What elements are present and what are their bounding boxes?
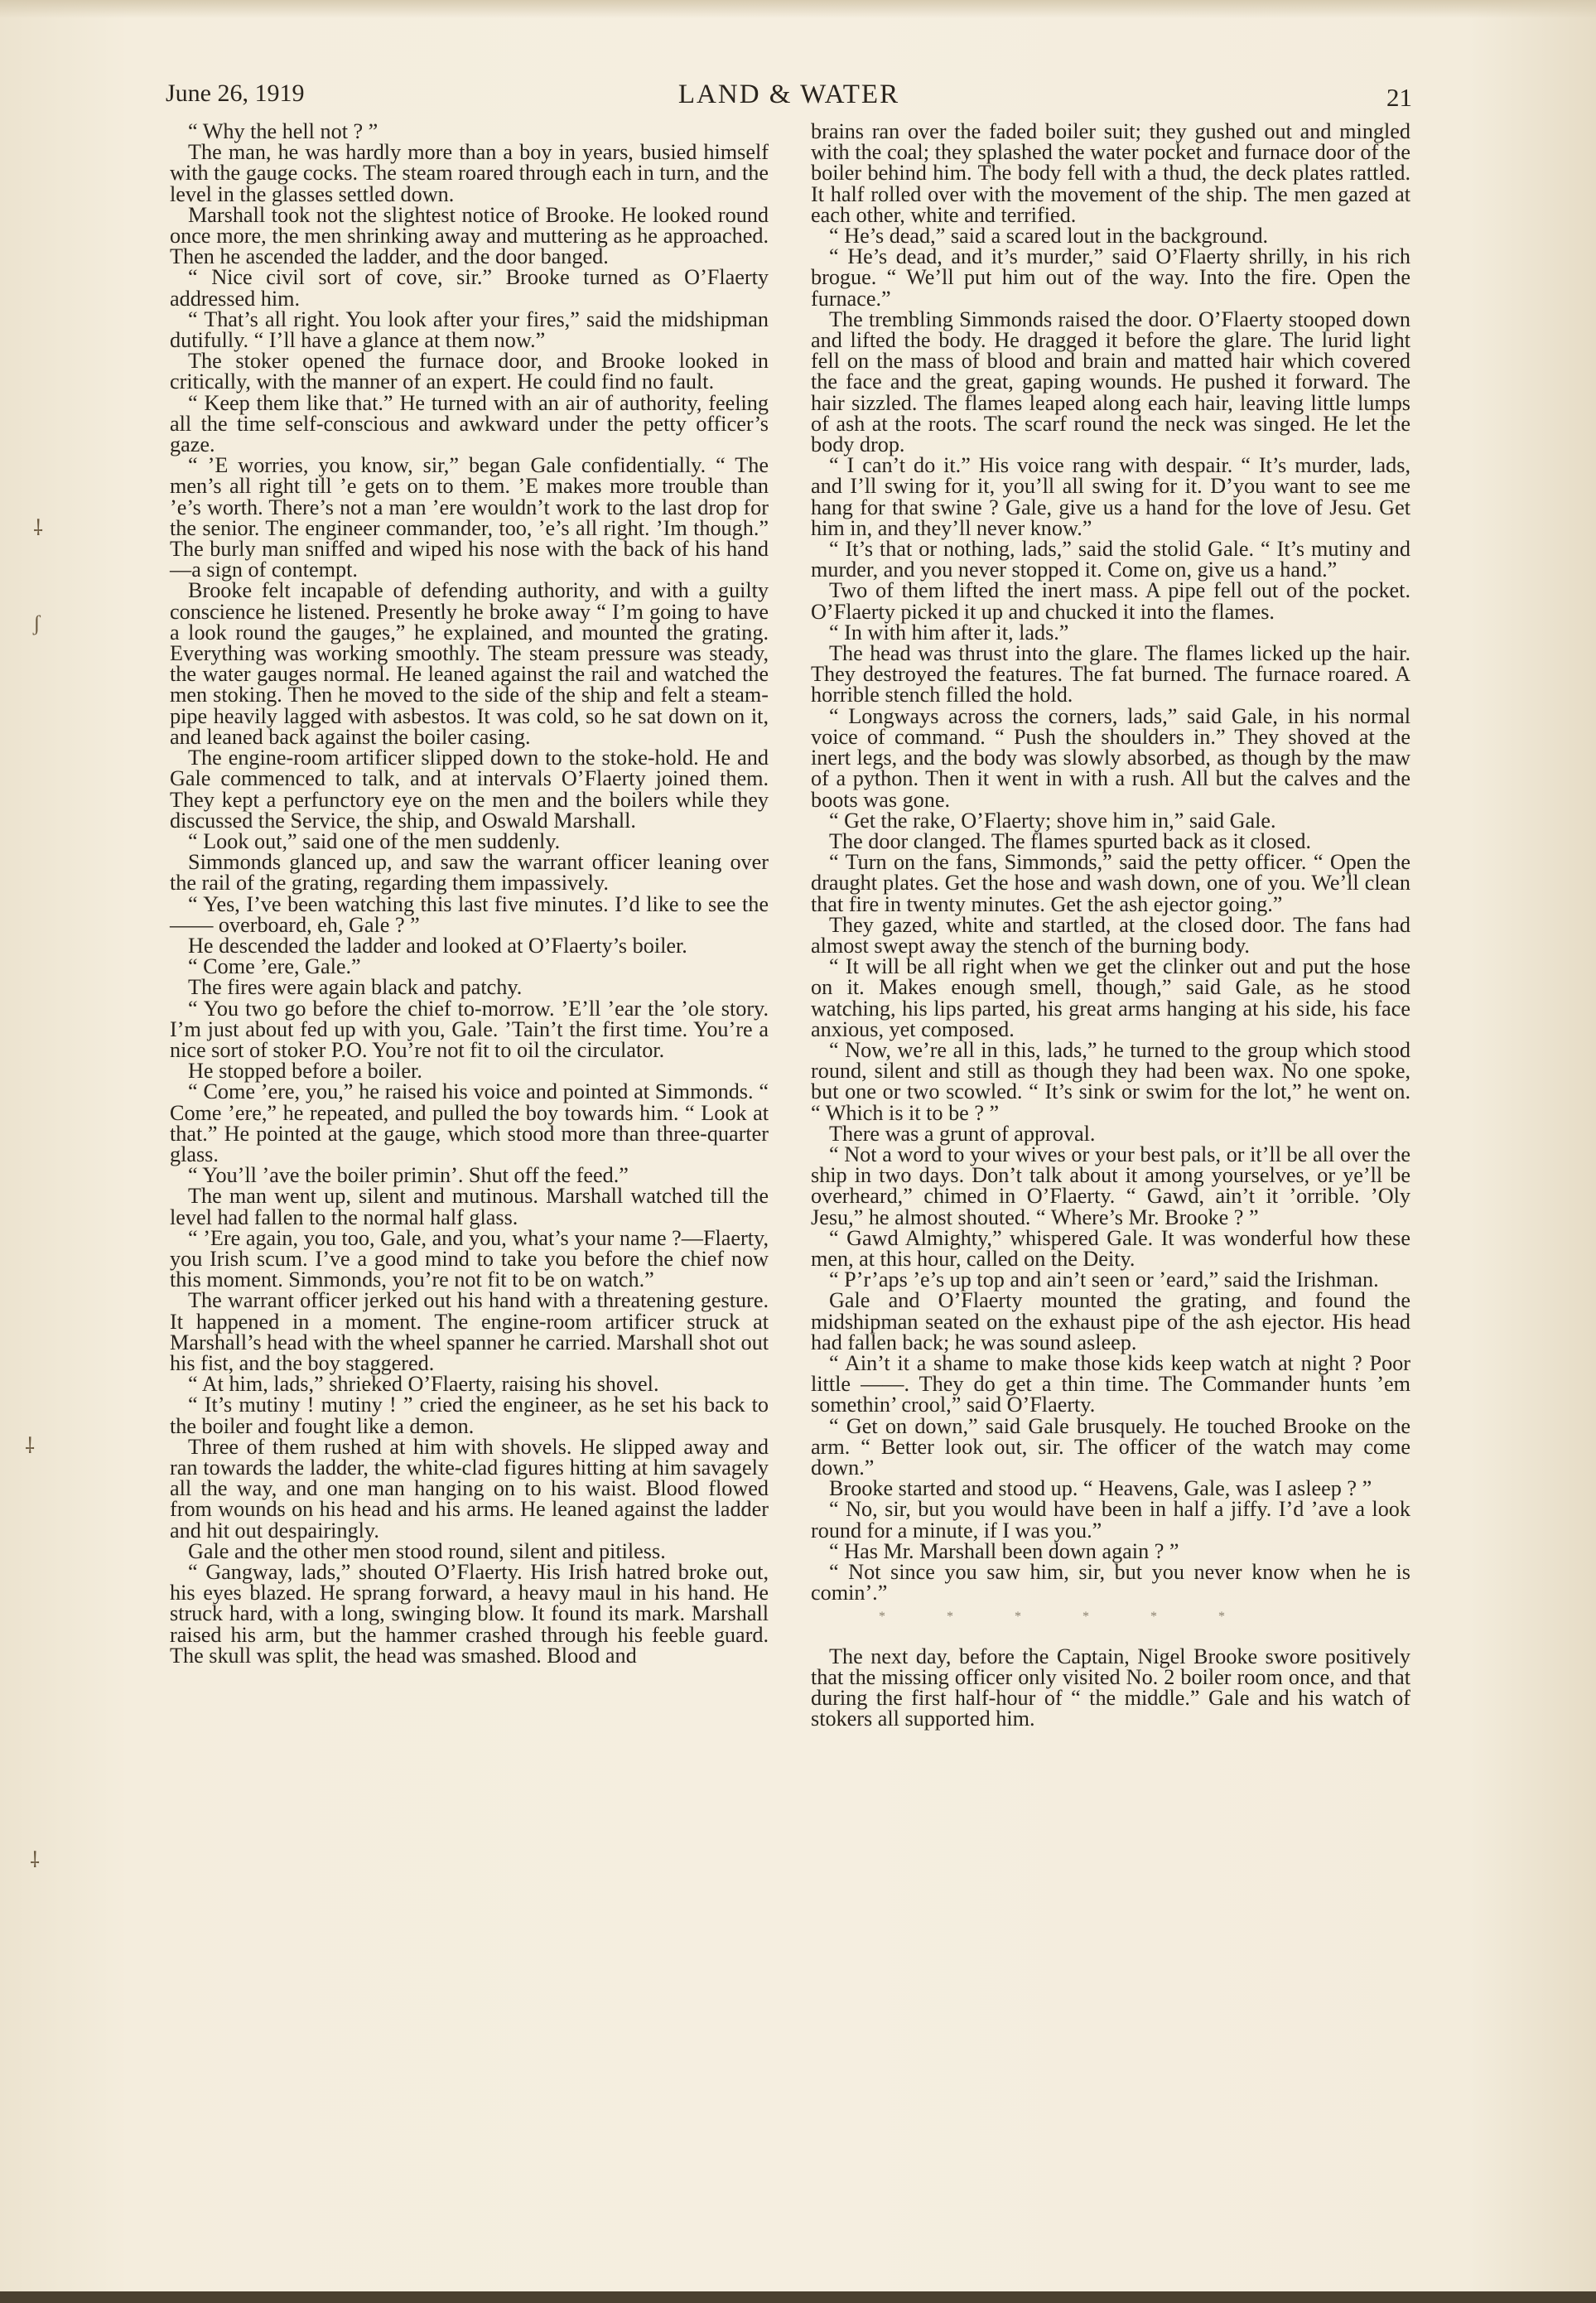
paragraph: “ Ain’t it a shame to make those kids keep watch at night ? Poor little ——. They do get a thin time. The Commander hunts ’em somethin’ crool,” said O’Flaerty. bbox=[811, 1350, 1410, 1417]
paragraph: He descended the ladder and looked at O’Flaerty’s boiler. bbox=[188, 933, 687, 958]
section-break-star: * bbox=[1015, 1610, 1021, 1625]
paragraph: “ It’s mutiny ! mutiny ! ” cried the engineer, as he set his back to the boiler and fought like a demon. bbox=[170, 1393, 769, 1438]
margin-mark: ⸸ bbox=[33, 516, 44, 540]
paragraph: “ P’r’aps ’e’s up top and ain’t seen or ’eard,” said the Irishman. bbox=[829, 1267, 1379, 1292]
right-column bbox=[811, 121, 1410, 1729]
paragraph: Gale and O’Flaerty mounted the grating, and found the midshipman seated on the exhaust pipe of the ash ejector. His head had fallen back; he was sound asleep. bbox=[811, 1288, 1410, 1354]
paragraph: “ I can’t do it.” His voice rang with despair. “ It’s murder, lads, and I’ll swing for it, you’ll all swing for it. D’you want to see me hang for that swine ? Gale, give us a hand for the love of Jesu. Get him in, and they’ll never know.” bbox=[811, 453, 1410, 540]
paragraph: “ Why the hell not ? ” bbox=[188, 119, 379, 143]
paragraph: “ Gawd Almighty,” whispered Gale. It was wonderful how these men, at this hour, called on the Deity. bbox=[811, 1225, 1410, 1271]
paragraph: “ Not a word to your wives or your best pals, or it’ll be all over the ship in two days. Don’t talk about it among yourselves, or ye’ll be overheard,” chimed in O’Flaerty. “ Gawd, ain’t it ’orrible. ’Oly Jesu,” he almost shouted. “ Where’s Mr. Brooke ? ” bbox=[811, 1142, 1410, 1229]
paragraph: The stoker opened the furnace door, and Brooke looked in critically, with the manner of an expert. He could find no fault. bbox=[170, 349, 769, 394]
paragraph: The warrant officer jerked out his hand with a threatening gesture. It happened in a moment. The engine-room artificer struck at Marshall’s head with the wheel spanner he carried. Marshall shot out his fist, and the boy staggered. bbox=[170, 1288, 769, 1375]
paragraph: “ ’Ere again, you too, Gale, and you, what’s your name ?—Flaerty, you Irish scum. I’ve a good mind to take you before the chief now this moment. Simmonds, you’re not fit to be on watch.” bbox=[170, 1225, 769, 1292]
paragraph: “ You two go before the chief to-morrow. ’E’ll ’ear the ’ole story. I’m just about fed up with you, Gale. ’Tain’t the first time. You’re a nice sort of stoker P.O. You’re not fit to oil the circulator. bbox=[170, 996, 769, 1062]
issue-date: June 26, 1919 bbox=[166, 80, 305, 107]
final-paragraph: The next day, before the Captain, Nigel Brooke swore positively that the missing officer only visited No. 2 boiler room once, and that during the first half-hour of “ the middle.” Gale and his watch of stokers all supported him. bbox=[811, 1644, 1410, 1731]
paragraph: “ Get on down,” said Gale brusquely. He touched Brooke on the arm. “ Better look out, sir. The officer of the watch may come down.” bbox=[811, 1413, 1410, 1480]
paragraph: “ Come ’ere, you,” he raised his voice and pointed at Simmonds. “ Come ’ere,” he repeated, and pulled the boy towards him. “ Look at that.” He pointed at the gauge, which stood more than three-quarter glass. bbox=[170, 1079, 769, 1166]
paragraph: “ He’s dead,” said a scared lout in the background. bbox=[829, 224, 1269, 249]
margin-mark: ⸸ bbox=[30, 1848, 41, 1872]
section-break bbox=[811, 1606, 1410, 1627]
paragraph: The engine-room artificer slipped down to the stoke-hold. He and Gale commenced to talk, and at intervals O’Flaerty joined them. They kept a perfunctory eye on the men and the boilers while they discussed the Service, the ship, and Oswald Marshall. bbox=[170, 746, 769, 833]
paragraph: “ Yes, I’ve been watching this last five minutes. I’d like to see the —— overboard, eh, Gale ? ” bbox=[170, 891, 769, 937]
paragraph: Marshall took not the slightest notice of Brooke. He looked round once more, the men shrinking away and muttering as he approached. Then he ascended the ladder, and the door banged. bbox=[170, 202, 769, 269]
paragraph: “ Get the rake, O’Flaerty; shove him in,” said Gale. bbox=[829, 808, 1276, 833]
paragraph: “ It will be all right when we get the clinker out and put the hose on it. Makes enough smell, though,” said Gale, as he stood watching, his lips parted, his great arms hanging at his side, his face anxious, yet composed. bbox=[811, 954, 1410, 1041]
paragraph: “ Now, we’re all in this, lads,” he turned to the group which stood round, silent and still as though they had been wax. No one spoke, but one or two scowled. “ It’s sink or swim for the lot,” he went on. “ Which is it to be ? ” bbox=[811, 1037, 1410, 1125]
paragraph: “ You’ll ’ave the boiler primin’. Shut off the feed.” bbox=[188, 1163, 629, 1188]
paragraph: “ Keep them like that.” He turned with an air of authority, feeling all the time self-conscious and awkward under the petty officer’s gaze. bbox=[170, 390, 769, 457]
paragraph: Simmonds glanced up, and saw the warrant officer leaning over the rail of the grating, regarding them impassively. bbox=[170, 850, 769, 896]
paragraph: There was a grunt of approval. bbox=[829, 1121, 1096, 1146]
paragraph: The man went up, silent and mutinous. Marshall watched till the level had fallen to the normal half glass. bbox=[170, 1184, 769, 1229]
section-break-star: * bbox=[879, 1610, 885, 1625]
paragraph: The head was thrust into the glare. The flames licked up the hair. They destroyed the features. The fat burned. The furnace roared. A horrible stench filled the hold. bbox=[811, 641, 1410, 707]
paragraph: “ At him, lads,” shrieked O’Flaerty, raising his shovel. bbox=[188, 1372, 659, 1397]
paragraph: “ Gangway, lads,” shouted O’Flaerty. His Irish hatred broke out, his eyes blazed. He sprang forward, a heavy maul in his hand. He struck hard, with a long, swinging blow. It found its mark. Marshall raised his arm, but the hammer crashed through his feeble guard. The skull was split, the head was smashed. Blood and bbox=[170, 1560, 769, 1668]
margin-mark: ⸸ bbox=[25, 1434, 36, 1458]
paragraph: “ Not since you saw him, sir, but you never know when he is comin’.” bbox=[811, 1560, 1410, 1605]
continued-paragraph: brains ran over the faded boiler suit; they gushed out and mingled with the coal; they splashed the water pocket and furnace door of the boiler behind him. The body fell with a thud, the deck plates rattled. It half rolled over with the movement of the ship. The men gazed at each other, white and terrified. bbox=[811, 119, 1410, 227]
paragraph: He stopped before a boiler. bbox=[188, 1059, 422, 1084]
paragraph: “ Come ’ere, Gale.” bbox=[188, 954, 361, 979]
paragraph: The fires were again black and patchy. bbox=[188, 975, 523, 1000]
section-break-star: * bbox=[1082, 1610, 1089, 1625]
masthead: LAND & WATER bbox=[677, 80, 900, 109]
section-break-star: * bbox=[1150, 1610, 1157, 1625]
paragraph: Two of them lifted the inert mass. A pipe fell out of the pocket. O’Flaerty picked it up and chucked it into the flames. bbox=[811, 578, 1410, 624]
paragraph: The man, he was hardly more than a boy in years, busied himself with the gauge cocks. The steam roared through each in turn, and the level in the glasses settled down. bbox=[170, 140, 769, 206]
paragraph: Three of them rushed at him with shovels. He slipped away and ran towards the ladder, the white-clad figures hitting at him savagely all the way, and one man hanging on to his waist. Blood flowed from wounds on his head and his arms. He leaned against the ladder and hit out despairingly. bbox=[170, 1434, 769, 1543]
paragraph: “ Longways across the corners, lads,” said Gale, in his normal voice of command. “ Push the shoulders in.” They shoved at the inert legs, and the body was slowly absorbed, as though by the maw of a python. Then it went in with a rush. All but the calves and the boots was gone. bbox=[811, 703, 1410, 812]
paragraph: The trembling Simmonds raised the door. O’Flaerty stooped down and lifted the body. He dragged it before the glare. The lurid light fell on the mass of blood and brain and matted hair which covered the face and the great, gaping wounds. He pushed it forward. The hair sizzled. The flames leaped along each hair, leaving little lumps of ash at the roots. The scarf round the neck was singed. He let the body drop. bbox=[811, 307, 1410, 457]
paragraph: The door clanged. The flames spurted back as it closed. bbox=[829, 828, 1311, 853]
paragraph: Brooke started and stood up. “ Heavens, Gale, was I asleep ? ” bbox=[829, 1476, 1372, 1501]
paragraph: “ It’s that or nothing, lads,” said the stolid Gale. “ It’s mutiny and murder, and you never stopped it. Come on, give us a hand.” bbox=[811, 537, 1410, 582]
paragraph: They gazed, white and startled, at the closed door. The fans had almost swept away the stench of the burning body. bbox=[811, 912, 1410, 958]
margin-mark: ʃ bbox=[33, 611, 41, 635]
paragraph: Brooke felt incapable of defending authority, and with a guilty conscience he listened. Presently he broke away “ I’m going to have a look round the gauges,” he explained, and mounted the grating. Everything was working smoothly. The steam pressure was steady, the water gauges normal. He leaned against the rail and watched the men stoking. Then he moved to the side of the ship and felt a steam-pipe heavily lagged with asbestos. It was cold, so he sat down on it, and leaned back against the boiler casing. bbox=[170, 578, 769, 749]
paragraph: “ Nice civil sort of cove, sir.” Brooke turned as O’Flaerty addressed him. bbox=[170, 265, 769, 311]
section-break-star: * bbox=[947, 1610, 953, 1625]
page-number: 21 bbox=[1386, 83, 1412, 112]
page-header bbox=[166, 80, 1412, 118]
paragraph: “ In with him after it, lads.” bbox=[829, 620, 1069, 645]
section-break-star: * bbox=[1218, 1610, 1225, 1625]
paragraph: “ No, sir, but you would have been in half a jiffy. I’d ’ave a look round for a minute, if I was you.” bbox=[811, 1497, 1410, 1543]
paragraph: Gale and the other men stood round, silent and pitiless. bbox=[188, 1538, 666, 1563]
paragraph: “ ’E worries, you know, sir,” began Gale confidentially. “ The men’s all right till ’e gets on to them. ’E makes more trouble than ’e’s worth. There’s not a man ’ere wouldn’t work to the last drop for the senior. The engineer commander, too, ’e’s all right. ’Im though.” The burly man sniffed and wiped his nose with the back of his hand—a sign of contempt. bbox=[170, 453, 769, 582]
left-column bbox=[170, 121, 769, 1666]
paragraph: “ That’s all right. You look after your fires,” said the midshipman dutifully. “ I’ll have a glance at them now.” bbox=[170, 307, 769, 353]
paragraph: “ Turn on the fans, Simmonds,” said the petty officer. “ Open the draught plates. Get the hose and wash down, one of you. We’ll clean that fire in twenty minutes. Get the ash ejector going.” bbox=[811, 850, 1410, 916]
paragraph: “ He’s dead, and it’s murder,” said O’Flaerty shrilly, in his rich brogue. “ We’ll put him out of the way. Into the fire. Open the furnace.” bbox=[811, 244, 1410, 311]
paragraph: “ Has Mr. Marshall been down again ? ” bbox=[829, 1538, 1179, 1563]
paragraph: “ Look out,” said one of the men suddenly. bbox=[188, 828, 561, 853]
